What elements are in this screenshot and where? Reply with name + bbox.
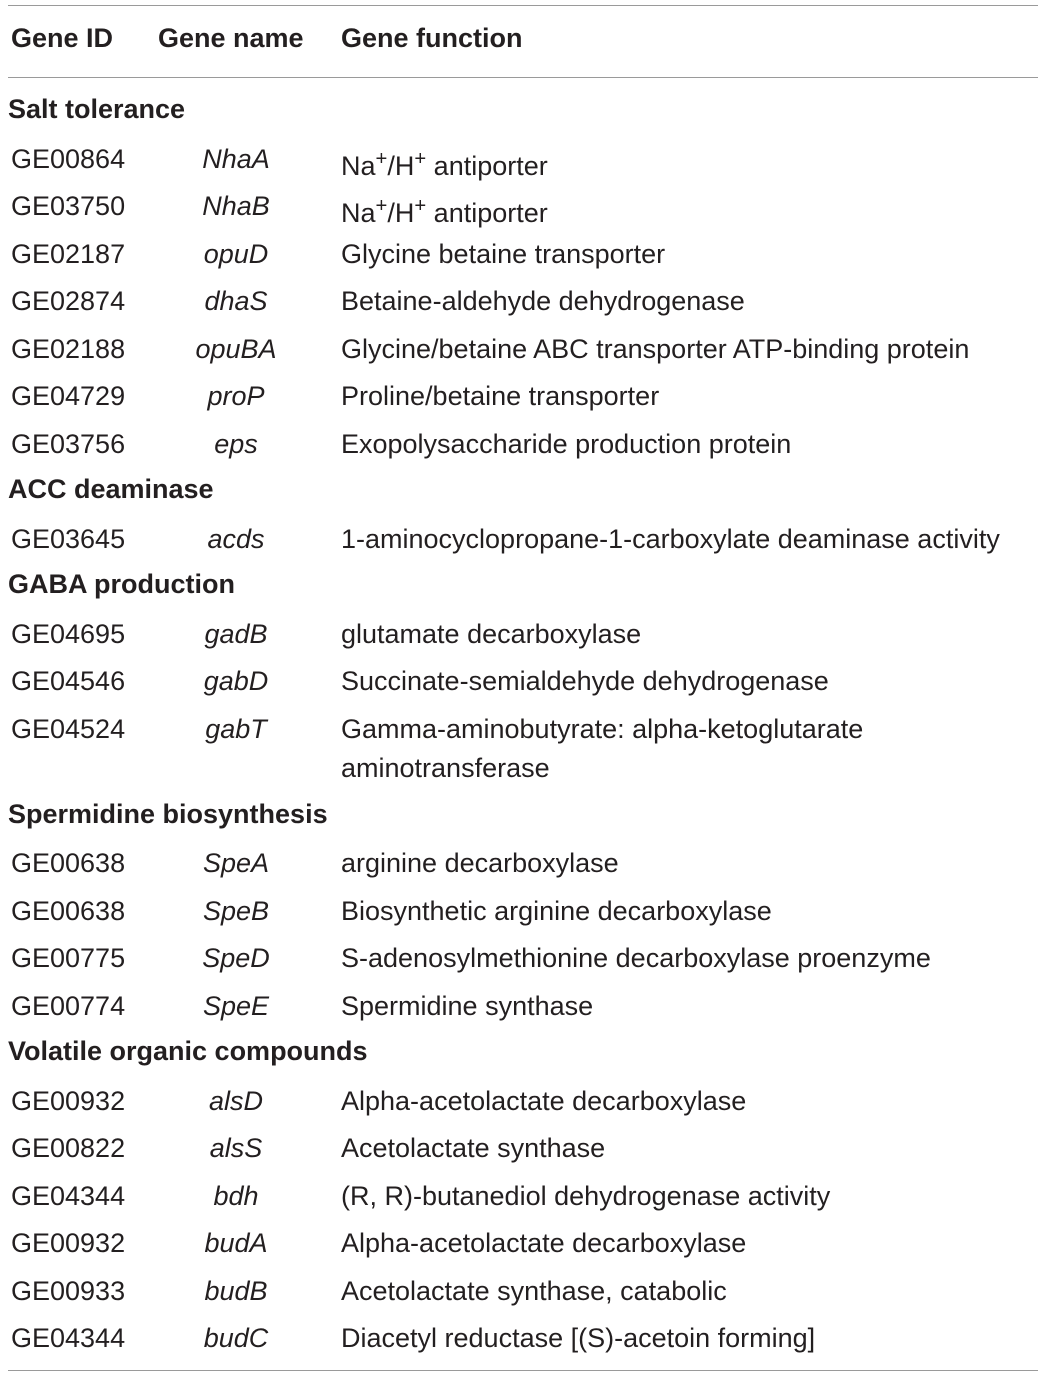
gene-name-cell: alsS [209, 1133, 263, 1163]
gene-name-cell: NhaA [202, 143, 270, 174]
gene-name-cell: dhaS [204, 286, 268, 316]
gene-name-cell: acds [207, 523, 265, 554]
gene-id-cell: GE03645 [11, 523, 126, 554]
gene-id-cell: GE03756 [11, 428, 126, 459]
table-row [8, 377, 1038, 425]
gene-id-cell: GE04344 [11, 1323, 126, 1353]
gene-name-cell: bdh [213, 1180, 259, 1211]
table-top-rule [8, 5, 1038, 6]
gene-function-cell: Glycine/betaine ABC transporter ATP-binding protein [341, 333, 970, 364]
gene-name-cell: proP [207, 381, 265, 411]
table-row [8, 1319, 1038, 1367]
gene-name-cell: NhaB [202, 191, 270, 221]
gene-name-cell: SpeD [202, 943, 270, 973]
gene-function-cell: Biosynthetic arginine decarboxylase [341, 895, 772, 926]
gene-name-cell: gabD [203, 666, 269, 696]
gene-function-cell: Acetolactate synthase [341, 1133, 606, 1163]
gene-function-cell: Proline/betaine transporter [341, 381, 660, 411]
gene-function-cell: Gamma-aminobutyrate: alpha-ketoglutarate aminotransferase [341, 713, 864, 783]
table-row [8, 1129, 1038, 1177]
table-body [8, 92, 1038, 1367]
gene-function-cell: Alpha-acetolactate decarboxylase [341, 1085, 747, 1116]
gene-id-cell: GE04524 [11, 713, 126, 744]
section-title: Spermidine biosynthesis [8, 798, 328, 829]
table-row [8, 235, 1038, 283]
gene-id-cell: GE00822 [11, 1133, 126, 1163]
gene-function-cell: glutamate decarboxylase [341, 618, 642, 649]
gene-name-cell: budB [204, 1275, 268, 1306]
gene-id-cell: GE02188 [11, 333, 126, 364]
gene-name-cell: opuBA [195, 333, 277, 364]
gene-id-cell: GE00932 [11, 1228, 126, 1258]
table-row [8, 520, 1038, 568]
gene-id-cell: GE00932 [11, 1085, 126, 1116]
table-header [8, 23, 1038, 63]
gene-name-cell: gabT [205, 713, 267, 744]
table-row [8, 662, 1038, 710]
gene-function-cell: Spermidine synthase [341, 990, 594, 1021]
table-row [8, 987, 1038, 1035]
gene-function-cell: Alpha-acetolactate decarboxylase [341, 1228, 747, 1258]
section-title: Volatile organic compounds [8, 1036, 368, 1066]
table-row [8, 1082, 1038, 1130]
gene-function-cell: Diacetyl reductase [(S)-acetoin forming] [341, 1323, 816, 1353]
table-row [8, 140, 1038, 188]
gene-id-cell: GE00864 [11, 143, 126, 174]
table-row [8, 1224, 1038, 1272]
gene-function-cell: Succinate-semialdehyde dehydrogenase [341, 666, 829, 696]
section-title: Salt tolerance [8, 94, 186, 124]
header-gene-function: Gene function [341, 23, 523, 53]
gene-function-cell: arginine decarboxylase [341, 848, 619, 878]
gene-id-cell: GE00774 [11, 990, 126, 1021]
gene-name-cell: alsD [208, 1085, 263, 1116]
gene-id-cell: GE00933 [11, 1275, 126, 1306]
gene-function-cell: S-adenosylmethionine decarboxylase proenzyme [341, 943, 931, 973]
header-gene-name: Gene name [158, 23, 304, 53]
table-row [8, 1177, 1038, 1225]
table-row [8, 615, 1038, 663]
gene-name-cell: SpeB [202, 895, 270, 926]
gene-id-cell: GE00638 [11, 848, 126, 878]
gene-id-cell: GE00775 [11, 943, 126, 973]
gene-name-cell: opuD [203, 238, 269, 269]
header-gene-id: Gene ID [11, 23, 114, 53]
table-row [8, 710, 1038, 797]
section-title: ACC deaminase [8, 474, 214, 504]
gene-id-cell: GE04546 [11, 666, 126, 696]
table-bottom-rule [8, 1370, 1038, 1371]
gene-function-cell: Na+/H+ antiporter [341, 195, 548, 228]
table-row [8, 939, 1038, 987]
table-row [8, 844, 1038, 892]
gene-id-cell: GE03750 [11, 191, 126, 221]
gene-name-cell: SpeE [202, 990, 270, 1021]
gene-function-cell: Glycine betaine transporter [341, 238, 666, 269]
table-row [8, 425, 1038, 473]
gene-name-cell: eps [214, 428, 258, 459]
gene-id-cell: GE00638 [11, 895, 126, 926]
gene-function-cell: (R, R)-butanediol dehydrogenase activity [341, 1180, 831, 1211]
table-row [8, 1272, 1038, 1320]
gene-function-cell: Betaine-aldehyde dehydrogenase [341, 286, 745, 316]
gene-id-cell: GE02874 [11, 286, 126, 316]
gene-function-cell: Exopolysaccharide production protein [341, 428, 792, 459]
table-row [8, 282, 1038, 330]
gene-id-cell: GE04695 [11, 618, 126, 649]
gene-function-cell: Na+/H+ antiporter [341, 147, 548, 181]
gene-name-cell: gadB [204, 618, 268, 649]
gene-id-cell: GE02187 [11, 238, 126, 269]
gene-id-cell: GE04344 [11, 1180, 126, 1211]
gene-function-cell: 1-aminocyclopropane-1-carboxylate deaminase activity [341, 523, 1000, 554]
table-row [8, 892, 1038, 940]
gene-id-cell: GE04729 [11, 381, 126, 411]
gene-name-cell: budC [203, 1323, 269, 1353]
section-title: GABA production [8, 569, 235, 599]
table-row [8, 330, 1038, 378]
table-row [8, 187, 1038, 235]
table-header-rule [8, 77, 1038, 78]
gene-name-cell: budA [204, 1228, 268, 1258]
gene-name-cell: SpeA [202, 848, 270, 878]
gene-function-cell: Acetolactate synthase, catabolic [341, 1275, 727, 1306]
